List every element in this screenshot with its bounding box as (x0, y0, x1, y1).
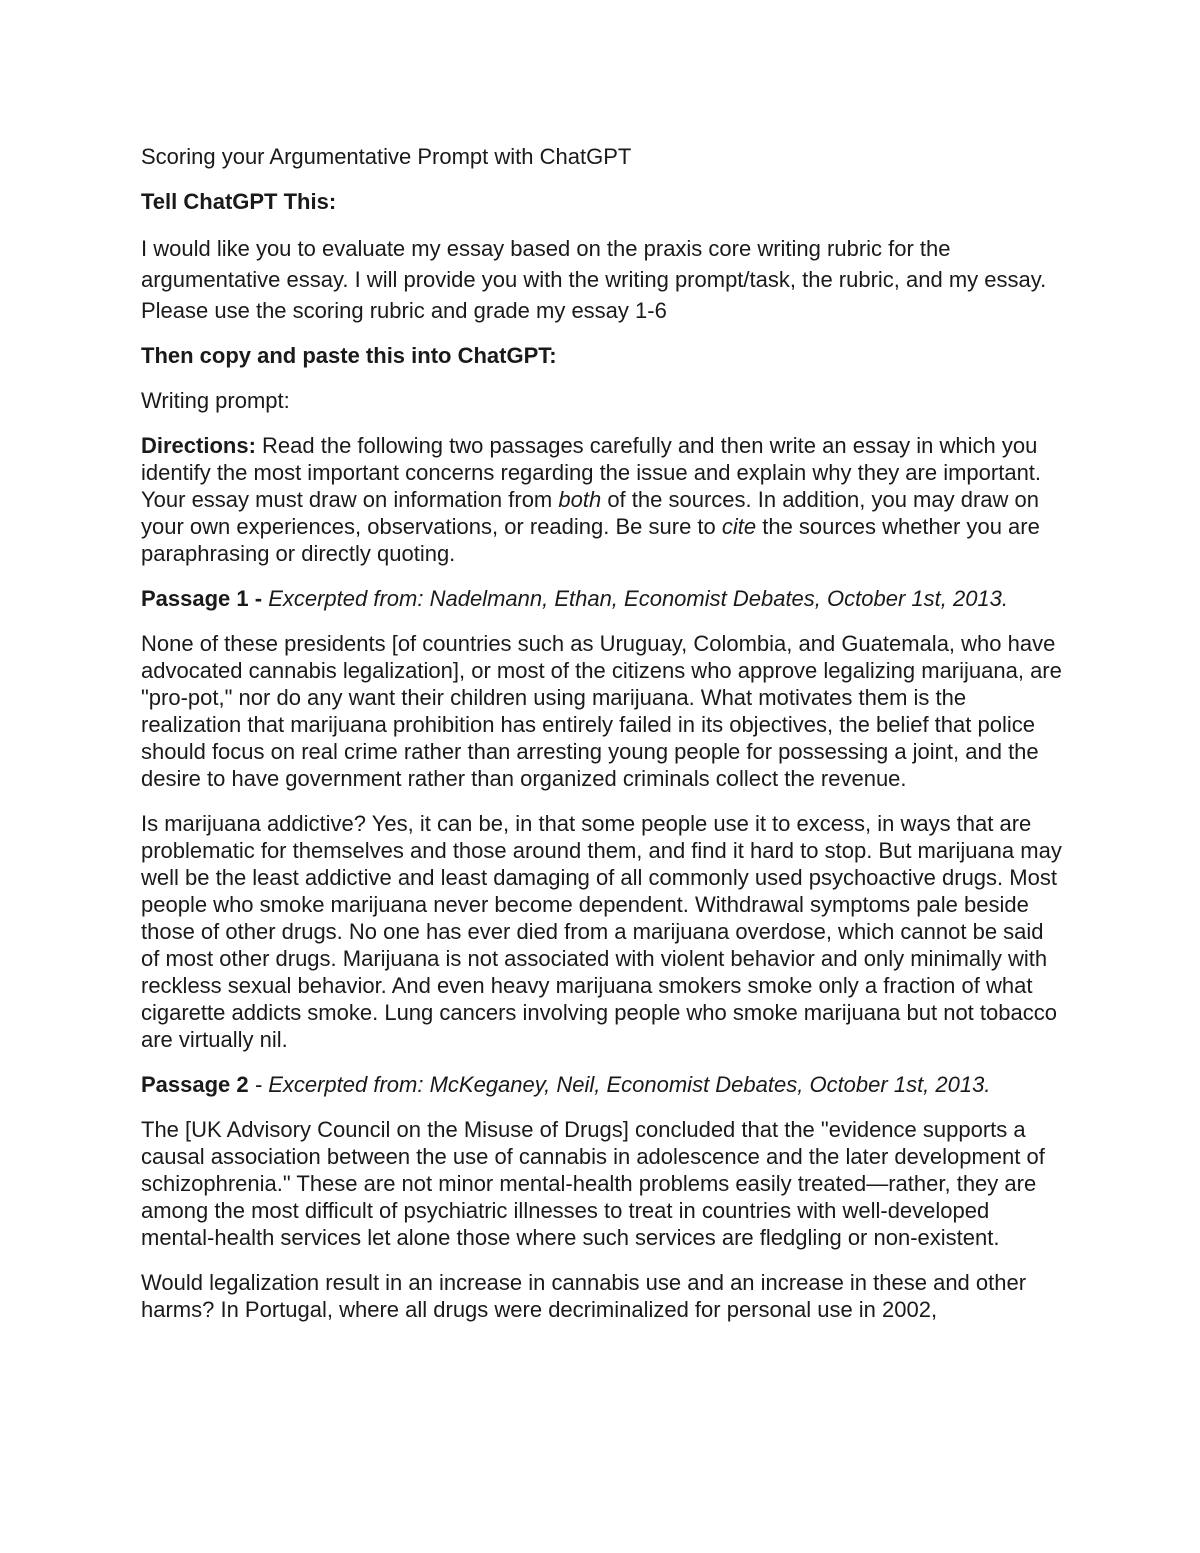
directions-emphasis-both: both (558, 487, 602, 512)
intro-paragraph: I would like you to evaluate my essay based on the praxis core writing rubric for the argumentative essay. I will provide you with the writing prompt/task, the rubric, and my essay. Please use the scoring rubric and grade my essay 1-6 (141, 236, 1047, 323)
copy-paste-heading: Then copy and paste this into ChatGPT: (141, 343, 557, 368)
document-title: Scoring your Argumentative Prompt with ChatGPT (141, 144, 632, 169)
directions-paragraph (141, 432, 1066, 567)
directions-emphasis-cite: cite (721, 514, 757, 539)
passage2-paragraph: Would legalization result in an increase in cannabis use and an increase in these and other harms? In Portugal, where all drugs were decriminalized for personal use in 2002, (141, 1270, 1027, 1322)
passage1-citation: Excerpted from: Nadelmann, Ethan, Economist Debates, October 1st, 2013. (262, 586, 1009, 611)
tell-chatgpt-heading: Tell ChatGPT This: (141, 189, 337, 214)
document-page (141, 142, 1066, 1341)
writing-prompt-label: Writing prompt: (141, 388, 290, 413)
passage1-heading (141, 585, 1066, 612)
passage2-label: Passage 2 (141, 1072, 249, 1097)
directions-text-2: of the sources. In addition, you may draw on your own experiences, observations, or reading. Be sure to (141, 487, 1040, 539)
directions-text-3: the sources whether you are paraphrasing or directly quoting. (141, 514, 1040, 566)
passage2-citation: - Excerpted from: McKeganey, Neil, Economist Debates, October 1st, 2013. (248, 1072, 991, 1097)
passage2-paragraph: The [UK Advisory Council on the Misuse of Drugs] concluded that the "evidence supports a causal association between the use of cannabis in adolescence and the later development of schizophrenia." These are not minor mental-health problems easily treated—rather, they are among the most difficult of psychiatric illnesses to treat in countries with well-developed mental-health services let alone those where such services are fledgling or non-existent. (141, 1117, 1045, 1250)
passage2-heading (141, 1071, 1066, 1098)
passage1-paragraph: None of these presidents [of countries such as Uruguay, Colombia, and Guatemala, who have advocated cannabis legalization], or most of the citizens who approve legalizing marijuana, are "pro-pot," nor do any want their children using marijuana. What motivates them is the realization that marijuana prohibition has entirely failed in its objectives, the belief that police should focus on real crime rather than arresting young people for possessing a joint, and the desire to have government rather than organized criminals collect the revenue. (141, 631, 1062, 791)
directions-label: Directions: (141, 433, 256, 458)
passage1-paragraph: Is marijuana addictive? Yes, it can be, in that some people use it to excess, in ways that are problematic for themselves and those around them, and find it hard to stop. But marijuana may well be the least addictive and least damaging of all commonly used psychoactive drugs. Most people who smoke marijuana never become dependent. Withdrawal symptoms pale beside those of other drugs. No one has ever died from a marijuana overdose, which cannot be said of most other drugs. Marijuana is not associated with violent behavior and only minimally with reckless sexual behavior. And even heavy marijuana smokers smoke only a fraction of what cigarette addicts smoke. Lung cancers involving people who smoke marijuana but not tobacco are virtually nil. (141, 811, 1062, 1052)
passage1-label: Passage 1 - (141, 586, 263, 611)
directions-text-1: Read the following two passages carefully and then write an essay in which you identify the most important concerns regarding the issue and explain why they are important. Your essay must draw on information from (141, 433, 1042, 512)
